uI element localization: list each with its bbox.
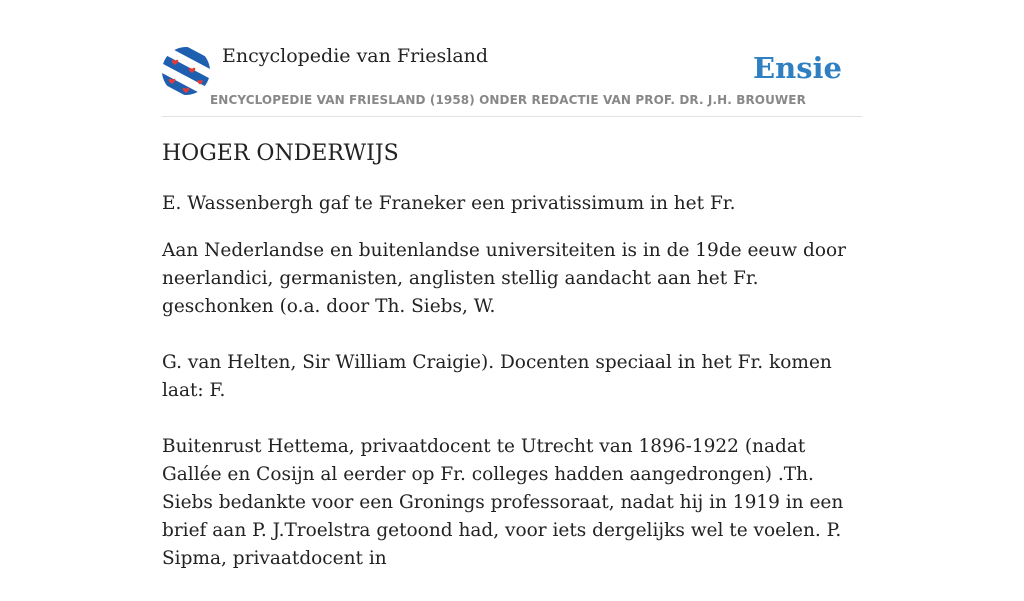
article-title: HOGER ONDERWIJS (162, 141, 399, 166)
ensie-brand-logo[interactable]: Ensie (753, 51, 842, 85)
article-paragraph: G. van Helten, Sir William Craigie). Docenten speciaal in het Fr. komen laat: F. (162, 352, 832, 401)
article-paragraph: Buitenrust Hettema, privaatdocent te Utrecht van 1896-1922 (nadat Gallée en Cosijn al eerder op Fr. colleges hadden aangedrongen) .Th. Siebs bedankte voor een Gronings professoraat, nadat hij in 1919 in een brief aan P. J.Troelstra getoond had, voor iets dergelijks wel te voelen. P. Sipma, privaatdocent in (162, 436, 844, 569)
site-subtitle: ENCYCLOPEDIE VAN FRIESLAND (1958) ONDER REDACTIE VAN PROF. DR. J.H. BROUWER (210, 93, 806, 107)
article-content (162, 138, 862, 601)
frisian-flag-logo-icon[interactable] (162, 47, 210, 95)
article-paragraph: Aan Nederlandse en buitenlandse universiteiten is in de 19de eeuw door neerlandici, germanisten, anglisten stellig aandacht aan het Fr. geschonken (o.a. door Th. Siebs, W. (162, 240, 846, 317)
site-title[interactable]: Encyclopedie van Friesland (222, 45, 489, 67)
article-paragraph: E. Wassenbergh gaf te Franeker een privatissimum in het Fr. (162, 193, 736, 214)
site-header (162, 40, 862, 117)
